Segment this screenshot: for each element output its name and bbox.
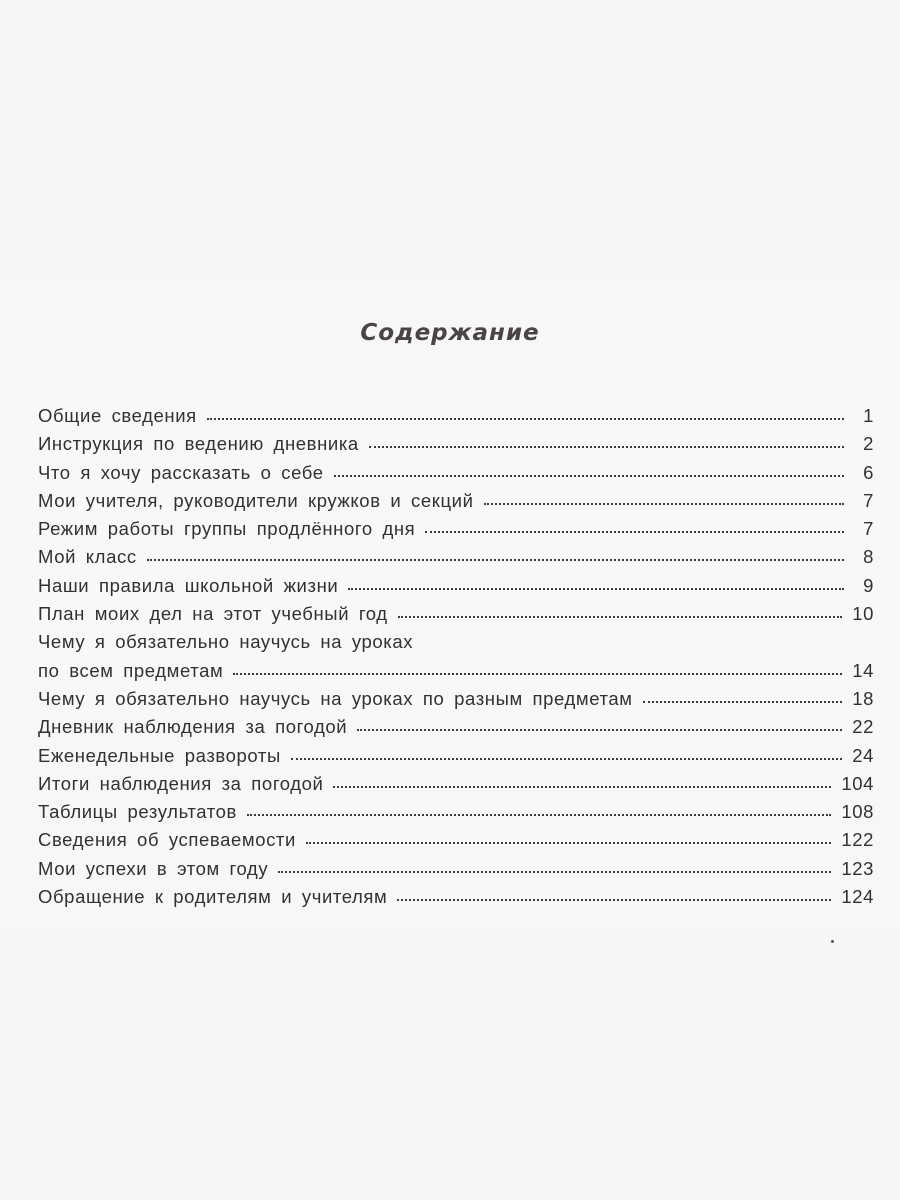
toc-leader-dots [643,701,843,703]
toc-leader-dots [291,758,842,760]
toc-leader-dots [247,814,831,816]
toc-entry-label: Мой класс [38,546,137,568]
toc-leader-dots [306,842,831,844]
toc-page-number: 8 [863,546,874,568]
toc-entry-label: Наши правила школьной жизни [38,574,339,596]
toc-page-number: 108 [841,801,874,823]
toc-leader-dots [398,616,843,618]
toc-entry-label: Мои успехи в этом году [38,857,269,879]
toc-entry [38,829,874,857]
toc-page-number: 9 [863,574,874,596]
toc-entry [38,490,874,518]
toc-entry-label: Инструкция по ведению дневника [38,433,359,455]
toc-entry [38,575,874,603]
toc-entry-label: Мои учителя, руководители кружков и секций [38,489,474,511]
toc-entry [38,773,874,801]
toc-page-number: 122 [841,829,874,851]
toc-entry [38,745,874,773]
toc-entry-first-line [38,631,874,659]
toc-page-number: 2 [863,433,874,455]
toc-entry-label: План моих дел на этот учебный год [38,603,388,625]
toc-entry-label: Что я хочу рассказать о себе [38,461,324,483]
toc-page-number: 22 [852,716,874,738]
toc-entry-label: Общие сведения [38,405,197,426]
toc-page-number: 14 [852,659,874,681]
toc-entry-label: Сведения об успеваемости [38,829,296,851]
toc-entry [38,405,874,433]
toc-page-number: 7 [863,489,874,511]
toc-leader-dots [207,418,844,420]
toc-entry-label: Дневник наблюдения за погодой [38,716,348,738]
toc-leader-dots [425,531,844,533]
toc-entry [38,858,874,886]
page-title: Содержание [360,320,540,346]
toc-entry [38,546,874,574]
toc-entry [38,801,874,829]
toc-page-number: 123 [841,857,874,879]
toc-entry-label: Таблицы результатов [38,801,237,823]
toc-entry [38,462,874,490]
toc-leader-dots [233,673,842,675]
toc-page-number: 104 [841,772,874,794]
toc-entry [38,886,874,914]
toc-page-number: 10 [852,603,874,625]
toc-page-number: 24 [852,744,874,766]
toc-entry-label: Чему я обязательно научусь на уроках по разным предметам [38,687,633,709]
toc-page-number: 1 [863,405,874,426]
toc-entry [38,688,874,716]
toc-entry [38,518,874,546]
toc-entry [38,660,874,688]
toc-leader-dots [334,475,844,477]
toc-leader-dots [278,871,831,873]
toc-entry-label: Еженедельные развороты [38,744,281,766]
toc-page-number: 6 [863,461,874,483]
toc-entry-label: Режим работы группы продлённого дня [38,518,416,540]
toc-entry-label: Обращение к родителям и учителям [38,886,388,908]
toc-leader-dots [147,559,844,561]
toc-entry-label: Чему я обязательно научусь на уроках [38,631,414,653]
toc-entry [38,603,874,631]
toc-leader-dots [348,588,844,590]
toc-page-number: 124 [841,886,874,908]
toc-leader-dots [484,503,844,505]
toc-leader-dots [397,899,831,901]
toc-leader-dots [333,786,831,788]
toc-entry-label: Итоги наблюдения за погодой [38,772,324,794]
table-of-contents [38,405,874,914]
toc-page-number: 18 [852,687,874,709]
toc-leader-dots [369,446,844,448]
print-speck [831,940,834,943]
toc-page-number: 7 [863,518,874,540]
toc-entry [38,433,874,461]
toc-leader-dots [357,729,842,731]
toc-entry [38,716,874,744]
toc-entry-label-continuation: по всем предметам [38,659,224,681]
